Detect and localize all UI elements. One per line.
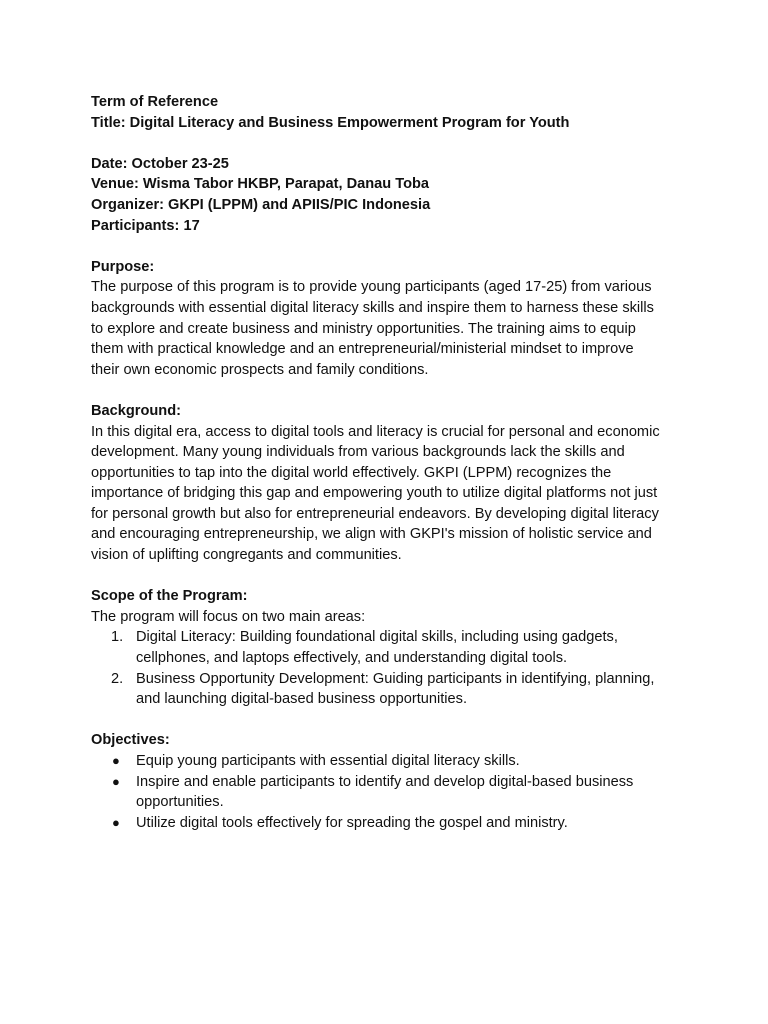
text-line: development. Many young individuals from various backgrounds lack the skills and bbox=[91, 444, 625, 461]
spacer bbox=[91, 380, 691, 401]
doc-venue: Venue: Wisma Tabor HKBP, Parapat, Danau Toba bbox=[91, 176, 430, 193]
text-line: vision of uplifting congregants and communities. bbox=[91, 547, 402, 564]
list-item bbox=[91, 751, 691, 772]
text-line: them with practical knowledge and an entrepreneurial/ministerial mindset to improve bbox=[91, 341, 634, 358]
scope-heading: Scope of the Program: bbox=[91, 588, 248, 605]
text-line: and launching digital-based business opportunities. bbox=[136, 691, 468, 708]
text-line: Business Opportunity Development: Guiding participants in identifying, planning, bbox=[136, 670, 655, 687]
text-line: cellphones, and laptops effectively, and understanding digital tools. bbox=[136, 650, 568, 667]
text-line: their own economic prospects and family conditions. bbox=[91, 361, 429, 378]
background-paragraph bbox=[91, 422, 691, 566]
text-line: backgrounds with essential digital literacy skills and inspire them to harness these skills bbox=[91, 299, 654, 316]
spacer bbox=[91, 566, 691, 587]
text-line: for personal growth but also for entrepreneurial endeavors. By developing digital literacy bbox=[91, 505, 659, 522]
text-line: and encouraging entrepreneurship, we align with GKPI's mission of holistic service and bbox=[91, 526, 652, 543]
text-line: Equip young participants with essential digital literacy skills. bbox=[136, 753, 520, 769]
text-line: The purpose of this program is to provide young participants (aged 17-25) from various bbox=[91, 279, 652, 296]
purpose-paragraph bbox=[91, 277, 691, 380]
doc-participants: Participants: 17 bbox=[91, 217, 200, 234]
objectives-heading: Objectives: bbox=[91, 732, 170, 749]
text-line: Digital Literacy: Building foundational digital skills, including using gadgets, bbox=[136, 629, 618, 646]
scope-intro: The program will focus on two main areas: bbox=[91, 608, 366, 625]
list-item bbox=[91, 813, 691, 834]
list-item bbox=[91, 627, 691, 668]
spacer bbox=[91, 710, 691, 731]
doc-date: Date: October 23-25 bbox=[91, 155, 229, 172]
text-line: opportunities to tap into the digital world effectively. GKPI (LPPM) recognizes the bbox=[91, 464, 612, 481]
doc-organizer: Organizer: GKPI (LPPM) and APIIS/PIC Indonesia bbox=[91, 196, 431, 213]
bullet-icon: ● bbox=[112, 814, 120, 830]
purpose-heading: Purpose: bbox=[91, 258, 155, 275]
spacer bbox=[91, 236, 691, 257]
bullet-icon: ● bbox=[112, 773, 120, 789]
text-line: importance of bridging this gap and empowering youth to utilize digital platforms not just bbox=[91, 485, 658, 502]
text-line: Inspire and enable participants to identify and develop digital-based business bbox=[136, 773, 634, 790]
list-number: 2. bbox=[111, 670, 124, 687]
text-line: opportunities. bbox=[136, 794, 224, 811]
doc-title: Title: Digital Literacy and Business Empowerment Program for Youth bbox=[91, 114, 570, 131]
list-item bbox=[91, 772, 691, 813]
document-page bbox=[91, 92, 691, 833]
spacer bbox=[91, 133, 691, 154]
bullet-icon: ● bbox=[112, 753, 120, 768]
scope-list bbox=[91, 627, 691, 709]
text-line: Utilize digital tools effectively for spreading the gospel and ministry. bbox=[136, 814, 568, 831]
list-item bbox=[91, 669, 691, 710]
text-line: to explore and create business and ministry opportunities. The training aims to equip bbox=[91, 320, 636, 337]
list-number: 1. bbox=[111, 629, 124, 646]
text-line: In this digital era, access to digital tools and literacy is crucial for personal and economic bbox=[91, 423, 660, 440]
doc-heading: Term of Reference bbox=[91, 94, 219, 110]
background-heading: Background: bbox=[91, 402, 181, 419]
objectives-list bbox=[91, 751, 691, 833]
